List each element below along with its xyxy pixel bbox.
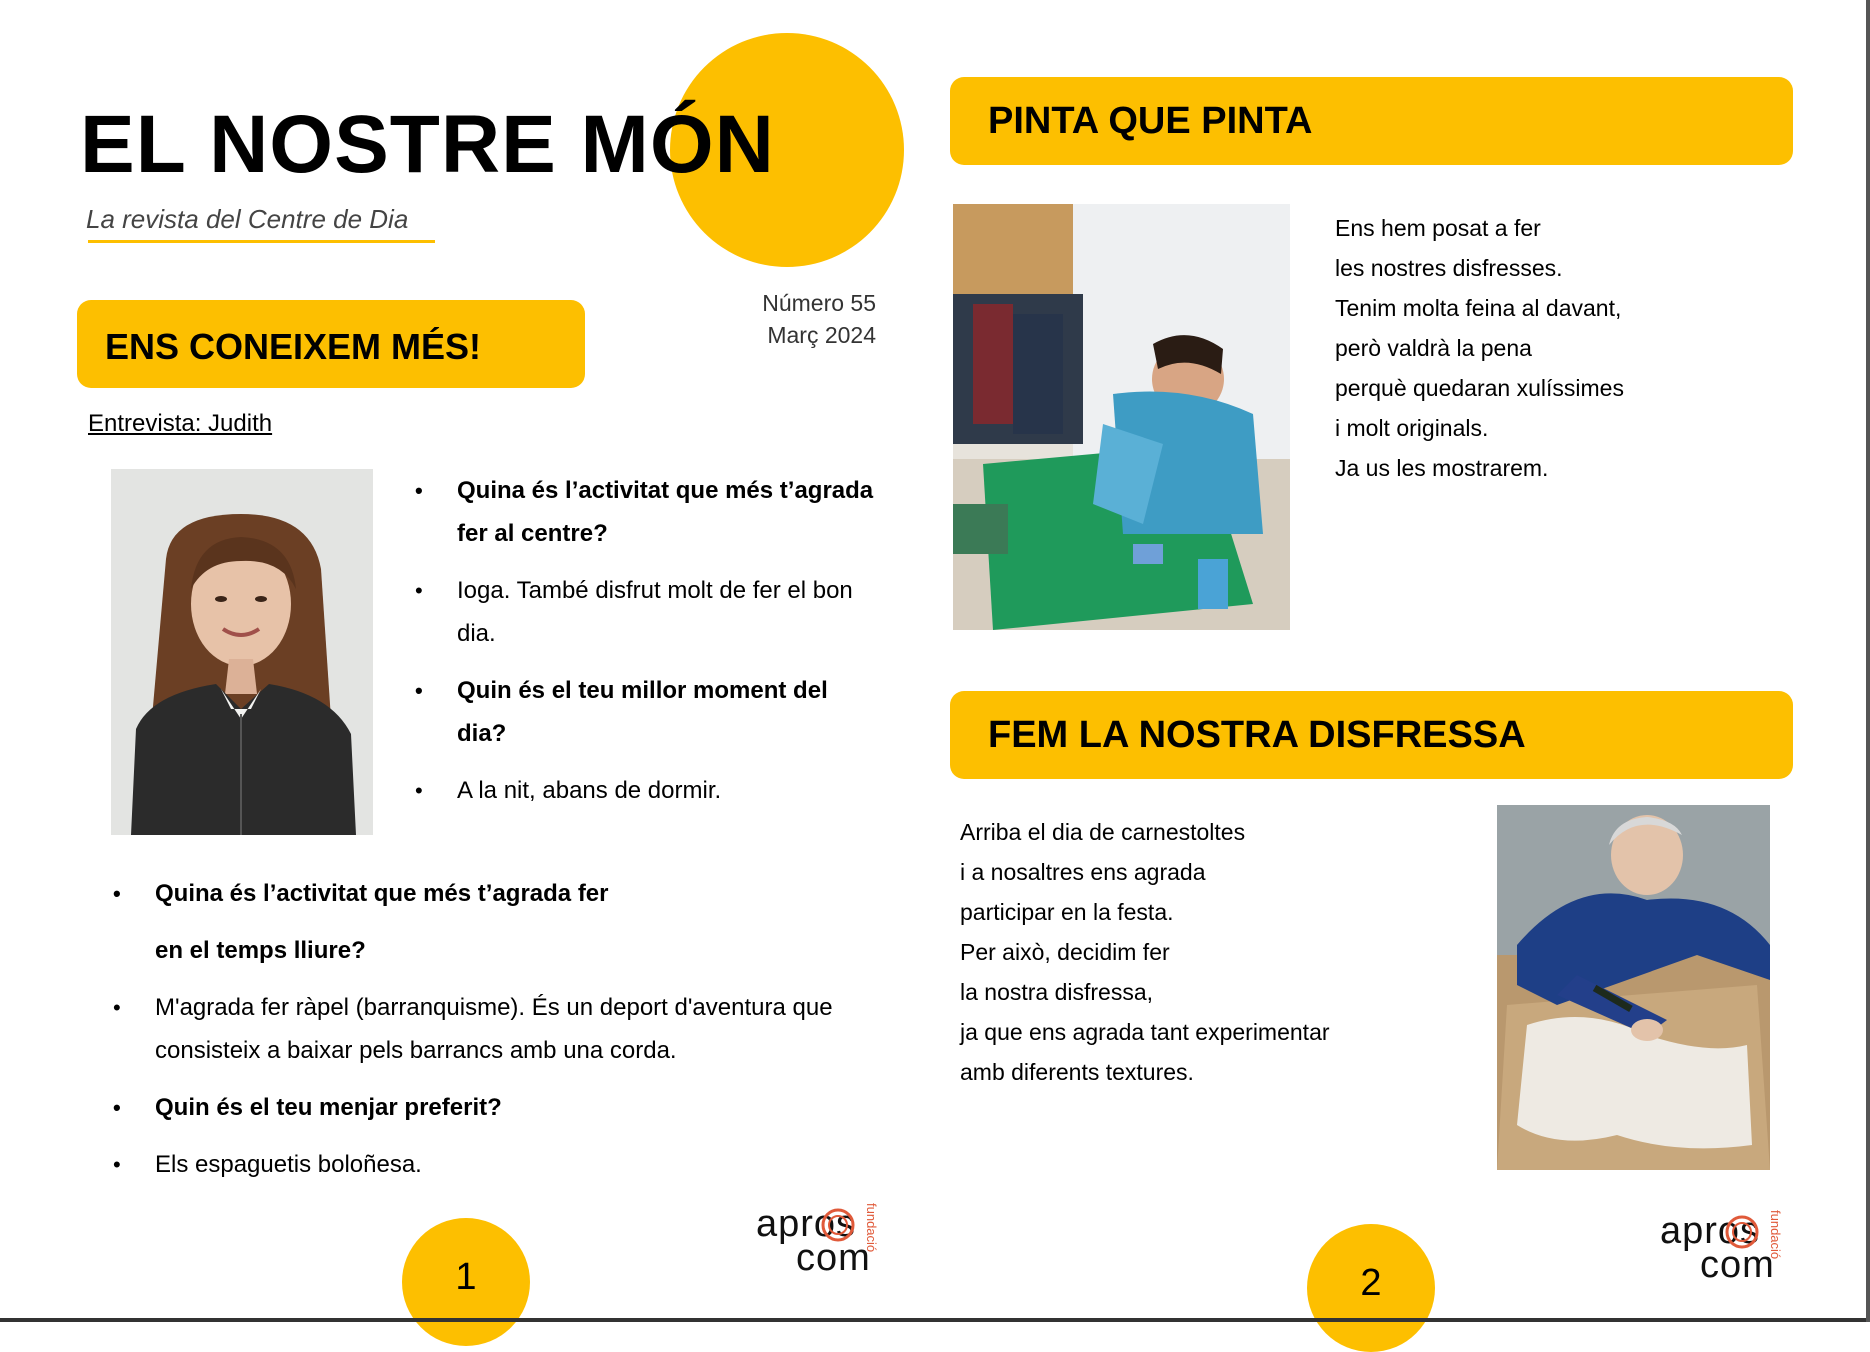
logo-vertical: fundació — [1768, 1210, 1783, 1260]
logo-swirl-icon — [1720, 1208, 1764, 1252]
issue-info — [700, 287, 876, 351]
disfressa-line: amb diferents textures. — [960, 1059, 1194, 1085]
section-banner-pinta: PINTA QUE PINTA — [950, 77, 1793, 165]
pinta-line: Ja us les mostrarem. — [1335, 455, 1549, 481]
disfressa-line: Arriba el dia de carnestoltes — [960, 819, 1246, 845]
qa-answer: • M'agrada fer ràpel (barranquisme). És un deport d'aventura que consisteix a baixar pels barrancs amb una corda. — [113, 986, 883, 1072]
texture-photo — [1497, 805, 1770, 1170]
disfressa-line: ja que ens agrada tant experimentar — [960, 1019, 1330, 1045]
qa-answer: • Els espaguetis boloñesa. — [113, 1143, 883, 1186]
page-number-badge — [402, 1218, 530, 1346]
disfressa-line: participar en la festa. — [960, 899, 1174, 925]
logo-line1: apros — [756, 1203, 857, 1245]
page-number: 2 — [1360, 1262, 1382, 1304]
qa-answer: • A la nit, abans de dormir. — [415, 769, 875, 812]
interviewee-photo — [111, 469, 373, 835]
subtitle-underline — [88, 240, 435, 243]
painting-photo — [953, 204, 1290, 630]
interview-qa-bottom — [113, 872, 883, 1200]
pinta-text — [1335, 208, 1624, 488]
issue-number: Número 55 — [762, 290, 876, 316]
section-banner-interview: ENS CONEIXEM MÉS! — [77, 300, 585, 388]
qa-question — [113, 872, 883, 972]
disfressa-line: la nostra disfressa, — [960, 979, 1154, 1005]
logo-vertical: fundació — [864, 1203, 879, 1253]
pinta-line: Tenim molta feina al davant, — [1335, 295, 1622, 321]
interviewer-credit: Entrevista: Judith — [88, 410, 273, 437]
disfressa-line: Per això, decidim fer — [960, 939, 1170, 965]
qa-question: • Quin és el teu menjar preferit? — [113, 1086, 883, 1129]
masthead-title: EL NOSTRE MÓN — [80, 99, 775, 190]
masthead-subtitle: La revista del Centre de Dia — [86, 204, 409, 234]
logo-line2: com — [796, 1237, 871, 1279]
qa-question: • Quin és el teu millor moment del dia? — [415, 669, 875, 755]
page-number-badge — [1307, 1224, 1435, 1352]
qa-question: • Quina és l’activitat que més t’agrada fer al centre? — [415, 469, 875, 555]
page-number: 1 — [455, 1256, 477, 1298]
page-bottom-border — [0, 1318, 1870, 1322]
qa-question-line2: en el temps lliure? — [155, 937, 366, 964]
interview-qa-top — [415, 469, 875, 826]
issue-date: Març 2024 — [767, 322, 876, 348]
logo-swirl-icon — [816, 1201, 860, 1245]
logo-line1: apros — [1660, 1210, 1761, 1252]
apros-com-logo — [756, 1199, 896, 1279]
page-right-border — [1866, 0, 1870, 1322]
logo-line2: com — [1700, 1244, 1775, 1286]
disfressa-text — [960, 812, 1330, 1092]
apros-com-logo — [1660, 1206, 1800, 1286]
pinta-line: i molt originals. — [1335, 415, 1489, 441]
section-banner-disfressa: FEM LA NOSTRA DISFRESSA — [950, 691, 1793, 779]
qa-question-line1: • Quina és l’activitat que més t’agrada fer — [155, 880, 609, 907]
disfressa-line: i a nosaltres ens agrada — [960, 859, 1206, 885]
qa-answer: • Ioga. També disfrut molt de fer el bon dia. — [415, 569, 875, 655]
pinta-line: perquè quedaran xulíssimes — [1335, 375, 1624, 401]
pinta-line: les nostres disfresses. — [1335, 255, 1563, 281]
pinta-line: però valdrà la pena — [1335, 335, 1532, 361]
pinta-line: Ens hem posat a fer — [1335, 215, 1541, 241]
